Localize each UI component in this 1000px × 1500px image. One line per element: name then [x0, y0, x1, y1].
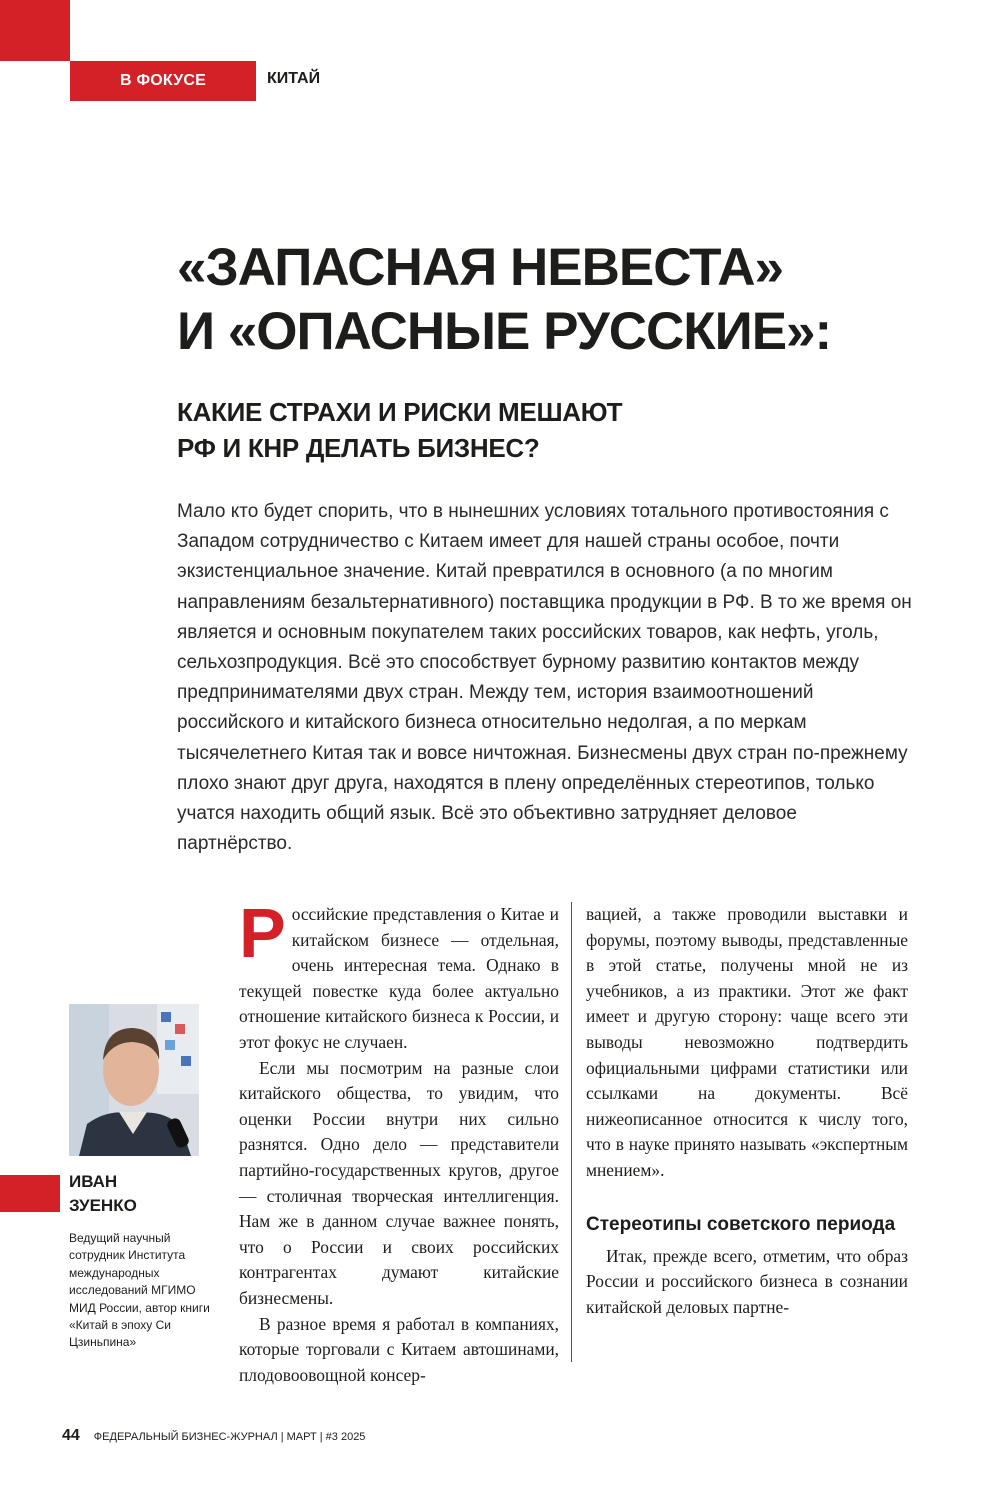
author-name — [69, 1170, 137, 1218]
author-red-block — [0, 1175, 60, 1212]
section-heading: Стереотипы советского периода — [586, 1213, 896, 1235]
page-number: 44 — [62, 1427, 80, 1444]
author-first-name: ИВАН — [69, 1172, 118, 1191]
article-column-1 — [239, 894, 559, 1388]
section-label: В ФОКУСЕ — [119, 72, 207, 89]
author-photo — [69, 1004, 199, 1156]
subtitle-line-2: РФ И КНР ДЕЛАТЬ БИЗНЕС? — [177, 433, 540, 463]
article-subtitle — [177, 394, 777, 466]
magazine-info: ФЕДЕРАЛЬНЫЙ БИЗНЕС-ЖУРНАЛ | МАРТ | #3 2025 — [93, 1431, 366, 1443]
paragraph-1: оссийские представления о Китае и китайском бизнесе — отдельная, очень интересная тема. Однако в текущей повестке куда более актуально отношение китайского бизнеса к России, и этот фокус не случаен. — [239, 904, 559, 1052]
title-line-2: И «ОПАСНЫЕ РУССКИЕ»: — [177, 302, 832, 361]
corner-red-block — [0, 0, 70, 61]
article-title — [177, 236, 967, 364]
lead-paragraph: Мало кто будет спорить, что в нынешних условиях тотального противостояния с Западом сотрудничество с Китаем имеет для нашей страны особое, почти экзистенциальное значение. Китай превратился в основного (а по многим направлениям безальтернативного) поставщика продукции в РФ. В то же время он является и основным покупателем таких российских товаров, как нефть, уголь, сельхозпродукция. Всё это способствует бурному развитию контактов между предпринимателями двух стран. Между тем, история взаимоотношений российского и китайского бизнеса относительно недолгая, а по меркам тысячелетнего Китая так и вовсе ничтожная. Бизнесмены двух стран по-прежнему плохо знают друг друга, находятся в плену определённых стереотипов, только учатся находить общий язык. Всё это объективно затрудняет деловое партнёрство. — [177, 501, 912, 855]
section-tab — [70, 61, 256, 101]
subtitle-line-1: КАКИЕ СТРАХИ И РИСКИ МЕШАЮТ — [177, 397, 623, 427]
author-bio: Ведущий научный сотрудник Института международных исследований МГИМО МИД России, автор книги «Китай в эпоху Си Цзиньпина» — [69, 1231, 210, 1350]
title-line-1: «ЗАПАСНАЯ НЕВЕСТА» — [177, 238, 783, 297]
author-last-name: ЗУЕНКО — [69, 1196, 137, 1215]
article-column-2 — [586, 902, 908, 1320]
rubric-label: КИТАЙ — [267, 70, 321, 87]
paragraph-2: Если мы посмотрим на разные слои китайского общества, то увидим, что оценки России внутри них сильно разнятся. Одно дело — представители партийно-государственных кругов, другое — столичная творческая интеллигенция. Нам же в данном случае важнее понять, что о России и своих российских контрагентах думают китайские бизнесмены. — [239, 1057, 559, 1308]
column-divider — [571, 902, 572, 1362]
paragraph-3: В разное время я работал в компаниях, которые торговали с Китаем автошинами, плодовоовощной консер- — [239, 1313, 559, 1385]
page-footer — [62, 1427, 365, 1445]
paragraph-5: Итак, прежде всего, отметим, что образ России и российского бизнеса в сознании китайской деловых партне- — [586, 1245, 908, 1317]
drop-cap: Р — [239, 894, 286, 972]
paragraph-4: вацией, а также проводили выставки и форумы, поэтому выводы, представленные в этой статье, получены мной не из учебников, а из практики. Этот же факт имеет и другую сторону: чаще всего эти выводы невозможно подтвердить официальными цифрами статистики или ссылками на документы. Всё нижеописанное относится к числу того, что в науке принято называть «экспертным мнением». — [586, 904, 908, 1180]
